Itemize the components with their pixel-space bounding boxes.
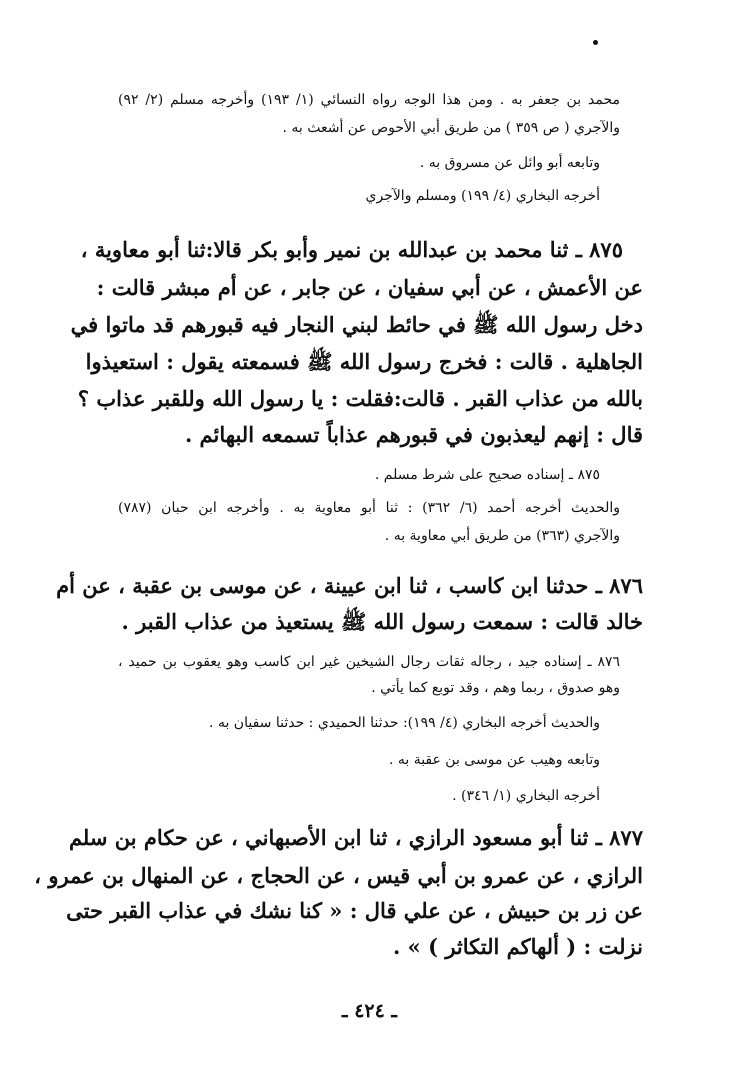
hadith-line: ٨٧٧ ـ ثنا أبو مسعود الرازي ، ثنا ابن الأصبهاني ، عن حكام بن سلم	[68, 825, 643, 850]
note-line: والحديث أخرجه البخاري (٤/ ١٩٩): حدثنا الحميدي : حدثنا سفيان به .	[209, 715, 600, 731]
note-line: محمد بن جعفر به . ومن هذا الوجه رواه النسائي (١/ ١٩٣) وأخرجه مسلم (٢/ ٩٢)	[118, 92, 620, 108]
note-line: أخرجه البخاري (٤/ ١٩٩) ومسلم والآجري	[365, 188, 600, 204]
note-line: والآجري ( ص ٣٥٩ ) من طريق أبي الأحوص عن أشعث به .	[282, 120, 620, 136]
hadith-line: نزلت : ( ألهاكم التكاثر ) » .	[393, 934, 643, 959]
hadith-line: قال : إنهم ليعذبون في قبورهم عذاباً تسمعه البهائم .	[184, 422, 643, 447]
hadith-line: عن الأعمش ، عن أبي سفيان ، عن جابر ، عن أم مبشر قالت :	[96, 275, 643, 300]
note-line: والآجري (٣٦٣) من طريق أبي معاوية به .	[384, 528, 620, 544]
hadith-line: ٨٧٥ ـ ثنا محمد بن عبدالله بن نمير وأبو بكر قالا:ثنا أبو معاوية ،	[80, 237, 623, 262]
note-line: ٨٧٦ ـ إسناده جيد ، رجاله ثقات رجال الشيخين غير ابن كاسب وهو يعقوب بن حميد ،	[118, 654, 620, 670]
note-line: والحديث أخرجه أحمد (٦/ ٣٦٢) : ثنا أبو معاوية به . وأخرجه ابن حبان (٧٨٧)	[118, 500, 621, 516]
page-number: ـ ٤٢٤ ـ	[342, 1000, 397, 1022]
note-line: وتابعه أبو وائل عن مسروق به .	[419, 155, 600, 171]
note-line: ٨٧٥ ـ إسناده صحيح على شرط مسلم .	[374, 467, 600, 483]
hadith-line: دخل رسول الله ﷺ في حائط لبني النجار فيه قبورهم قد ماتوا في	[70, 312, 643, 337]
page-mark-dot	[593, 40, 598, 45]
hadith-line: الجاهلية . قالت : فخرج رسول الله ﷺ فسمعته يقول : استعيذوا	[85, 349, 643, 374]
hadith-line: عن زر بن حبيش ، عن علي قال : « كنا نشك في عذاب القبر حتى	[66, 898, 643, 923]
note-line: وتابعه وهيب عن موسى بن عقبة به .	[388, 752, 600, 768]
hadith-line: الرازي ، عن عمرو بن أبي قيس ، عن الحجاج ، عن المنهال بن عمرو ،	[34, 863, 643, 888]
hadith-line: خالد قالت : سمعت رسول الله ﷺ يستعيذ من عذاب القبر .	[121, 609, 643, 634]
hadith-line: بالله من عذاب القبر . قالت:فقلت : يا رسول الله وللقبر عذاب ؟	[77, 386, 643, 411]
note-line: أخرجه البخاري (١/ ٣٤٦) .	[452, 788, 600, 804]
hadith-line: ٨٧٦ ـ حدثنا ابن كاسب ، ثنا ابن عيينة ، عن موسى بن عقبة ، عن أم	[56, 573, 643, 598]
note-line: وهو صدوق ، ربما وهم ، وقد توبع كما يأتي .	[371, 680, 620, 696]
